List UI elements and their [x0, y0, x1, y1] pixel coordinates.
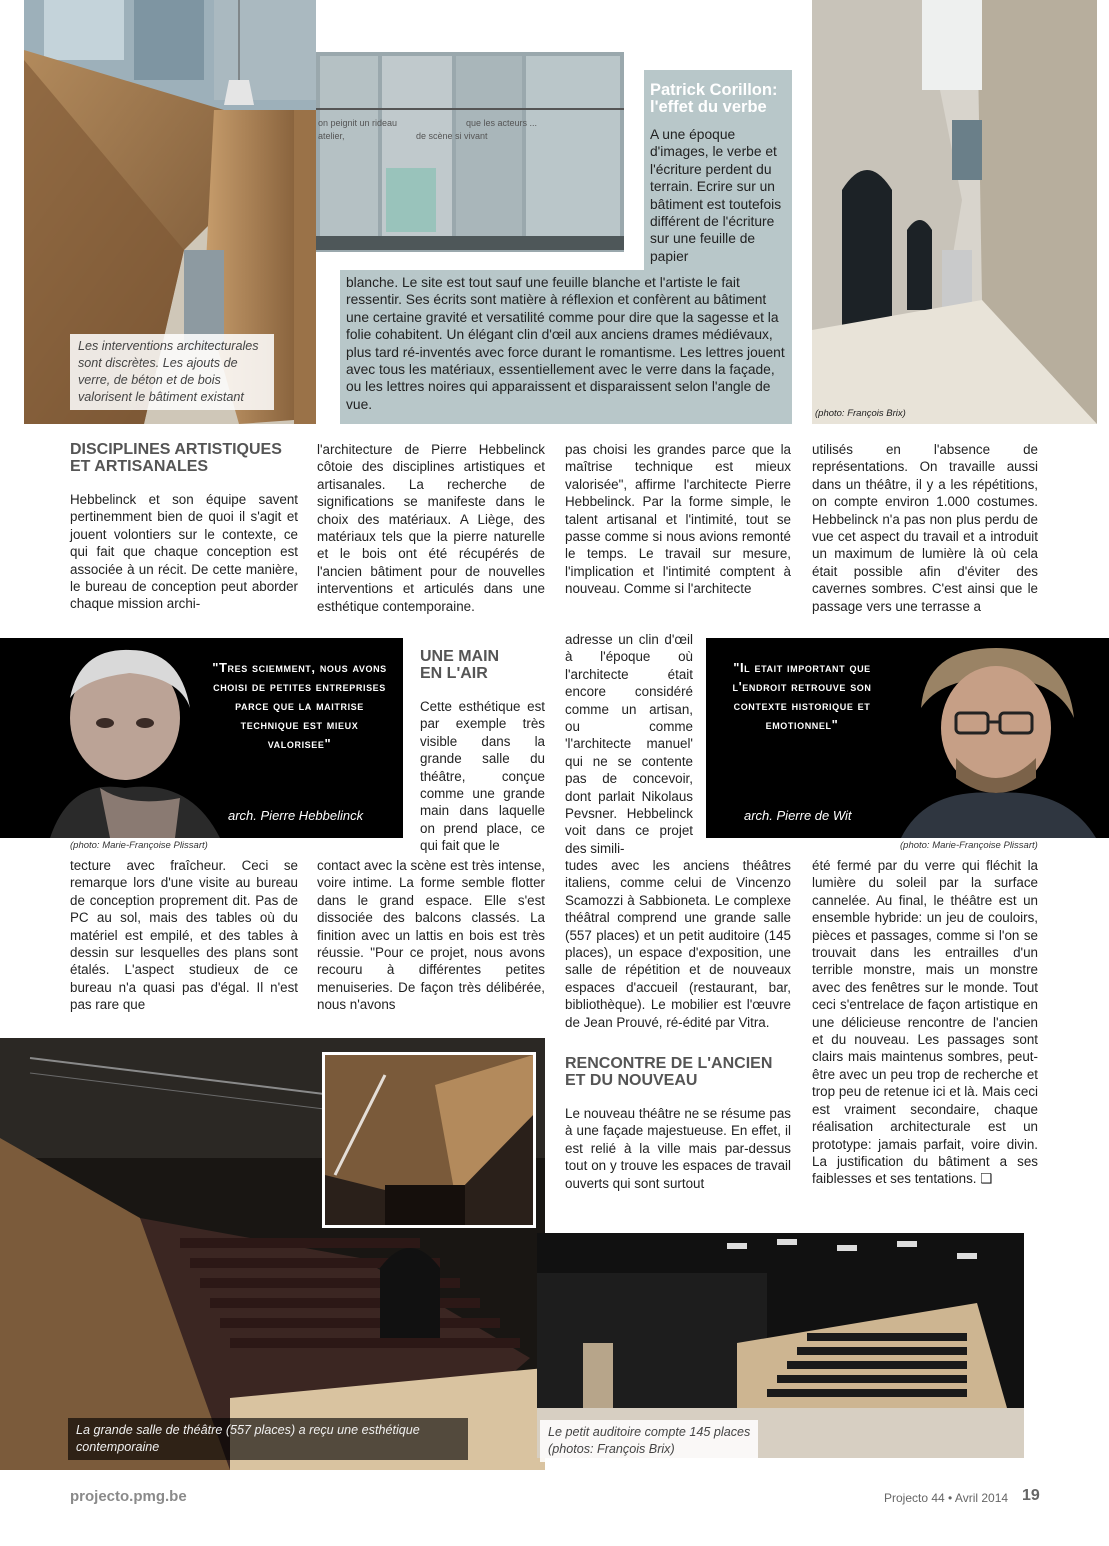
footer-site: projecto.pmg.be — [70, 1488, 187, 1505]
credit-hebbelinck: (photo: Marie-Françoise Plissart) — [70, 840, 208, 851]
petit-auditoire-caption — [540, 1420, 758, 1462]
footer-page-number: 19 — [1022, 1487, 1040, 1504]
column-1-mid — [70, 857, 298, 1014]
facade-photo — [812, 0, 1097, 424]
sidebar-wide — [346, 274, 786, 413]
quote-text-dewit: "Il etait important que l'endroit retrouve son contexte historique et emotionnel" — [732, 660, 872, 732]
heading-disciplines-line1: DISCIPLINES ARTISTIQUES — [70, 441, 282, 458]
stair-photo-caption: Les interventions architecturales sont discrètes. Les ajouts de verre, de béton et de bois valorisent le bâtiment existant — [70, 334, 274, 410]
column-2-mid — [317, 857, 545, 1014]
quote-text-hebbelinck: "Tres sciemment, nous avons choisi de petites entreprises parce que la maitrise technique est mieux valorisee" — [212, 660, 387, 751]
column-3-narrow — [565, 631, 693, 857]
glass-text-left: on peignit un rideau — [318, 118, 398, 128]
col4-top-text: utilisés en l'absence de représentations. On travaille aussi dans un théâtre, il y a les répétitions, on compte environ 1.000 costumes. Hebbelinck n'a pas non plus perdu de vue cet aspect du travail et a introduit un maximum de lumière là où cela était possible afin d'éviter des cavernes sombres. C'est ainsi que le passage vers une terrasse a — [812, 442, 1038, 614]
heading-rencontre-line2: ET DU NOUVEAU — [565, 1072, 698, 1090]
glass-text-mid: atelier, — [318, 131, 345, 141]
column-3-top — [565, 441, 791, 598]
heading-disciplines-line2: ET ARTISANALES — [70, 458, 209, 475]
quote-author-hebbelinck: arch. Pierre Hebbelinck — [228, 808, 364, 823]
heading-main-line1: UNE MAIN — [420, 648, 500, 665]
quote-author-dewit: arch. Pierre de Wit — [744, 808, 852, 823]
column-3-mid — [565, 857, 791, 1192]
heading-main-line2: EN L'AIR — [420, 665, 488, 682]
portrait-hebbelinck — [30, 638, 230, 838]
col2-top-text: l'architecture de Pierre Hebbelinck côtoie des disciplines artistiques et artisanales. La recherche de significations se manifeste dans le choix des matériaux. A Liège, des matériaux tels que la pierre naturelle et le bois ont été récupérés de l'ancien bâtiment pour de nouvelles interventions et articulés dans une esthétique contemporaine. — [317, 442, 545, 614]
col4-mid-text — [812, 857, 1038, 1188]
column-2-top — [317, 441, 545, 615]
sidebar-title-line2: l'effet du verbe — [650, 98, 767, 116]
column-4-top — [812, 441, 1038, 615]
col3-bottom-text: Le nouveau théâtre ne se résume pas à une façade majestueuse. En effet, il est relié à la ville mais par-dessus tout on y trouve les espaces de travail ouverts qui sont surtout — [565, 1106, 791, 1191]
column-1-top — [70, 441, 298, 613]
petit-auditoire-caption-line1: Le petit auditoire compte 145 places — [548, 1425, 751, 1439]
grande-salle-caption: La grande salle de théâtre (557 places) a reçu une esthétique contemporaine — [68, 1418, 468, 1460]
col2-narrow-text: Cette esthétique est par exemple très visible dans la grande salle du théâtre, conçue comme une grande main dans laquelle on prend place, ce qui fait que le — [420, 699, 545, 854]
col2-mid-text: contact avec la scène est très intense, voire intime. La forme semble flotter dans le grand espace. Elle s'est dissociée des balcons classés. La finition avec un lattis en bois est très réussie. "Pour ce projet, nous avons recouru à différentes petites menuiseries. De façon très délibérée, nous n'avons — [317, 858, 545, 1013]
quote-box-dewit — [706, 638, 1109, 838]
sidebar-title-line1: Patrick Corillon: — [650, 81, 778, 99]
column-4-mid — [812, 857, 1038, 1188]
col1-top-text: Hebbelinck et son équipe savent pertinemment bien de quoi il s'agit et jouent volontiers sur le contexte, ce qui fait que chaque conception est associée à un récit. De cette manière, le bureau de conception peut aborder chaque mission archi- — [70, 492, 298, 612]
glass-wall-photo — [316, 48, 628, 254]
heading-rencontre-line1: RENCONTRE DE L'ANCIEN — [565, 1055, 773, 1073]
col3-top-text: pas choisi les grandes parce que la maîtrise technique est mieux valorisée", affirme l'architecte Pierre Hebbelinck. Par la forme simple, le talent artisanal et l'intimité, tout se passe comme si nous avions remonté le temps. Le travail sur mesure, l'implication et l'intimité comptent à nouveau. Comme si l'architecte — [565, 442, 791, 597]
glass-text-right1: que les acteurs ... — [466, 118, 538, 128]
quote-box-hebbelinck — [0, 638, 403, 838]
credit-dewit: (photo: Marie-Françoise Plissart) — [900, 840, 1038, 851]
footer-issue: Projecto 44 • Avril 2014 — [884, 1491, 1009, 1505]
sidebar-content — [650, 82, 786, 265]
petit-auditoire-caption-line2: (photos: François Brix) — [548, 1442, 675, 1456]
facade-credit: (photo: François Brix) — [815, 408, 906, 419]
portrait-dewit — [896, 638, 1106, 838]
end-mark: ❑ — [980, 1171, 993, 1187]
col3-narrow-text: adresse un clin d'œil à l'époque où l'architecte était encore considéré comme un artisan, ou comme 'l'architecte manuel' qui ne se contente pas de concevoir, dont parlait Nikolaus Pevsner. Hebbelinck voit dans ce projet des simili- — [565, 632, 693, 856]
glass-text-right2: de scène si vivant — [416, 131, 488, 141]
sidebar-wide-text: blanche. Le site est tout sauf une feuille blanche et l'artiste le fait ressentir. Ses écrits sont matière à réflexion et confèrent au bâtiment une certaine gravité et versatilité comme pour dire que la sagesse et la folie cohabitent. Un élégant clin d'œil aux anciens drames médiévaux, plus tard ré-inventés avec force durant le romantisme. Les lettres jouent avec tous les matériaux, essentiellement avec le verre dans la façade, ou les lettres noires qui apparaissent et disparaissent selon l'angle de vue. — [346, 275, 785, 412]
sidebar-narrow-text: A une époque d'images, le verbe et l'écriture perdent du terrain. Ecrire sur un bâtiment est toutefois différent de l'écriture sur une feuille de papier — [650, 127, 782, 264]
column-2-narrow — [420, 648, 545, 855]
col1-mid-text: tecture avec fraîcheur. Ceci se remarque lors d'une visite au bureau de conception proprement dit. Pas de PC au sol, mais des tables où du matériel est empilé, et des tables à dessin sur lesquelles des plans sont étalés. L'aspect studieux de ce bureau n'a quasi pas d'égal. Il n'est pas rare que — [70, 858, 298, 1013]
col4-mid-body: été fermé par du verre qui fléchit la lumière du soleil par la surface cannelée. Au final, le théâtre est un ensemble hybride: un jeu de couloirs, pièces et passages, comme si l'on se trouvait dans les entrailles d'un terrible monstre, mais un monstre avec des fenêtres sur le monde. Tout ceci s'entrelace de façon artistique en une délicieuse rencontre de l'ancien et du nouveau. Les passages sont clairs mais maintenus sombres, peut-être avec un peu trop de recherche et trop peu de retenue ici et là. Mais ceci est vraiment secondaire, chaque réalisation architecturale est un prototype: jamais parfait, voire divin. La justification du bâtiment a ses faiblesses et ses tentations. — [812, 858, 1038, 1187]
col3-mid-text: tudes avec les anciens théâtres italiens, comme celui de Vincenzo Scamozzi à Sabbioneta. Le complexe théâtral comprend une grande salle (557 places) et un petit auditoire (145 places), un espace d'exposition, une salle de répétition et de nouveaux espaces d'accueil (restaurant, bar, bibliothèque). Le mobilier est l'œuvre de Jean Prouvé, ré-édité par Vitra. — [565, 858, 791, 1030]
ceiling-inset-photo — [322, 1052, 536, 1228]
